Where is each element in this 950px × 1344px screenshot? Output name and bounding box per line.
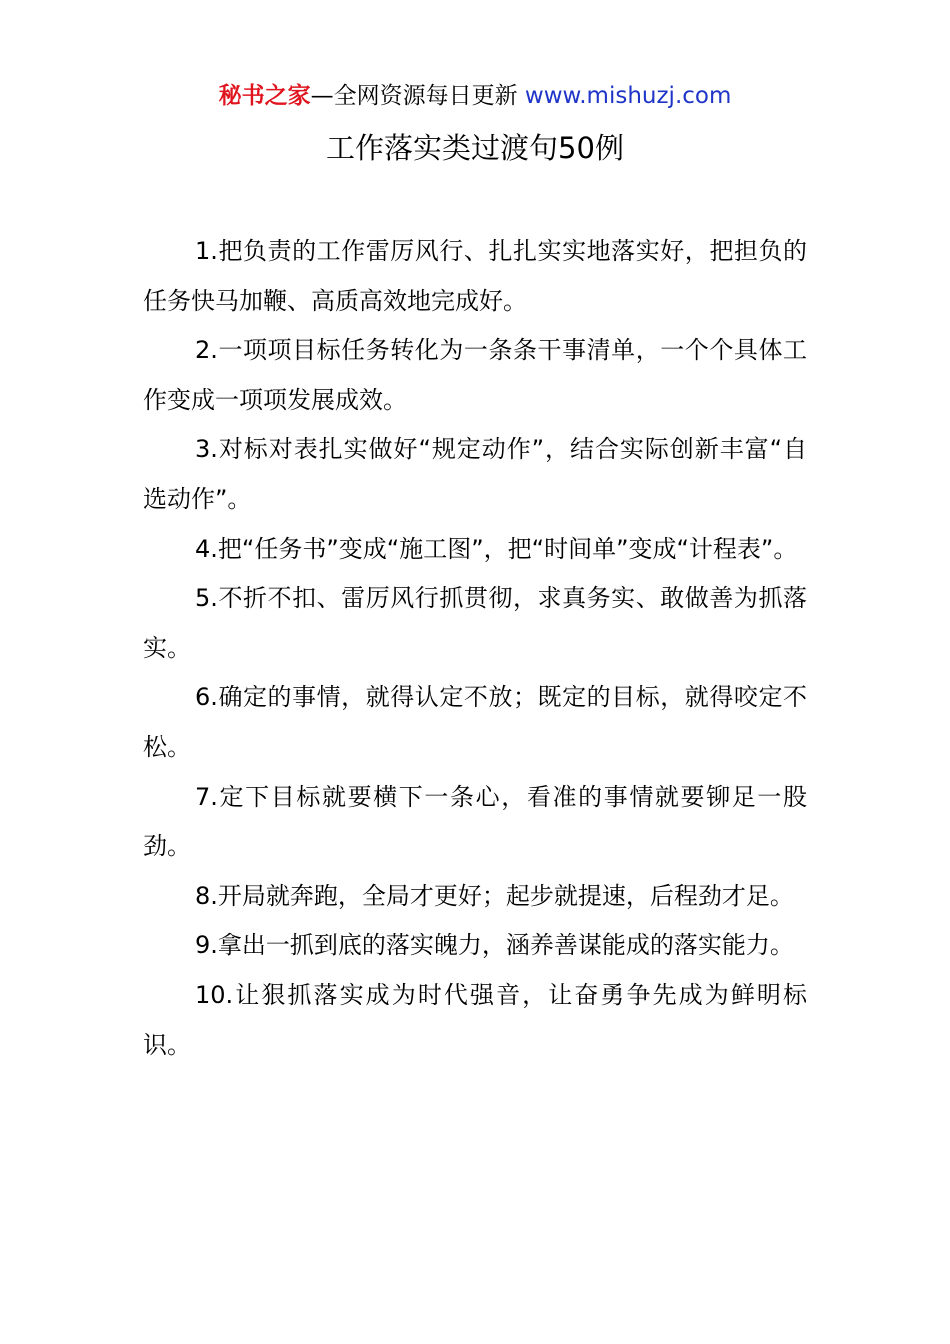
site-tagline: —全网资源每日更新 xyxy=(310,83,518,109)
paragraph: 5.不折不扣、雷厉风行抓贯彻，求真务实、敢做善为抓落实。 xyxy=(143,584,807,662)
paragraph: 1.把负责的工作雷厉风行、扎扎实实地落实好，把担负的任务快马加鞭、高质高效地完成好。 xyxy=(143,237,807,315)
paragraph: 3.对标对表扎实做好“规定动作”，结合实际创新丰富“自选动作”。 xyxy=(143,435,807,513)
site-url-link[interactable]: www.mishuzj.com xyxy=(524,83,732,109)
paragraph: 8.开局就奔跑，全局才更好；起步就提速，后程劲才足。 xyxy=(195,881,794,910)
site-header xyxy=(0,80,950,112)
paragraph: 2.一项项目标任务转化为一条条干事清单，一个个具体工作变成一项项发展成效。 xyxy=(143,336,807,414)
paragraph: 9.拿出一抓到底的落实魄力，涵养善谋能成的落实能力。 xyxy=(195,931,794,960)
site-brand: 秘书之家 xyxy=(218,83,311,109)
document-title: 工作落实类过渡句50例 xyxy=(326,131,624,165)
paragraph: 4.把“任务书”变成“施工图”，把“时间单”变成“计程表”。 xyxy=(195,534,798,563)
document-body xyxy=(143,227,807,1070)
paragraph: 7.定下目标就要横下一条心，看准的事情就要铆足一股劲。 xyxy=(143,782,807,861)
paragraph: 10.让狠抓落实成为时代强音，让奋勇争先成为鲜明标识。 xyxy=(143,980,807,1059)
paragraph: 6.确定的事情，就得认定不放；既定的目标，就得咬定不松。 xyxy=(143,683,807,761)
